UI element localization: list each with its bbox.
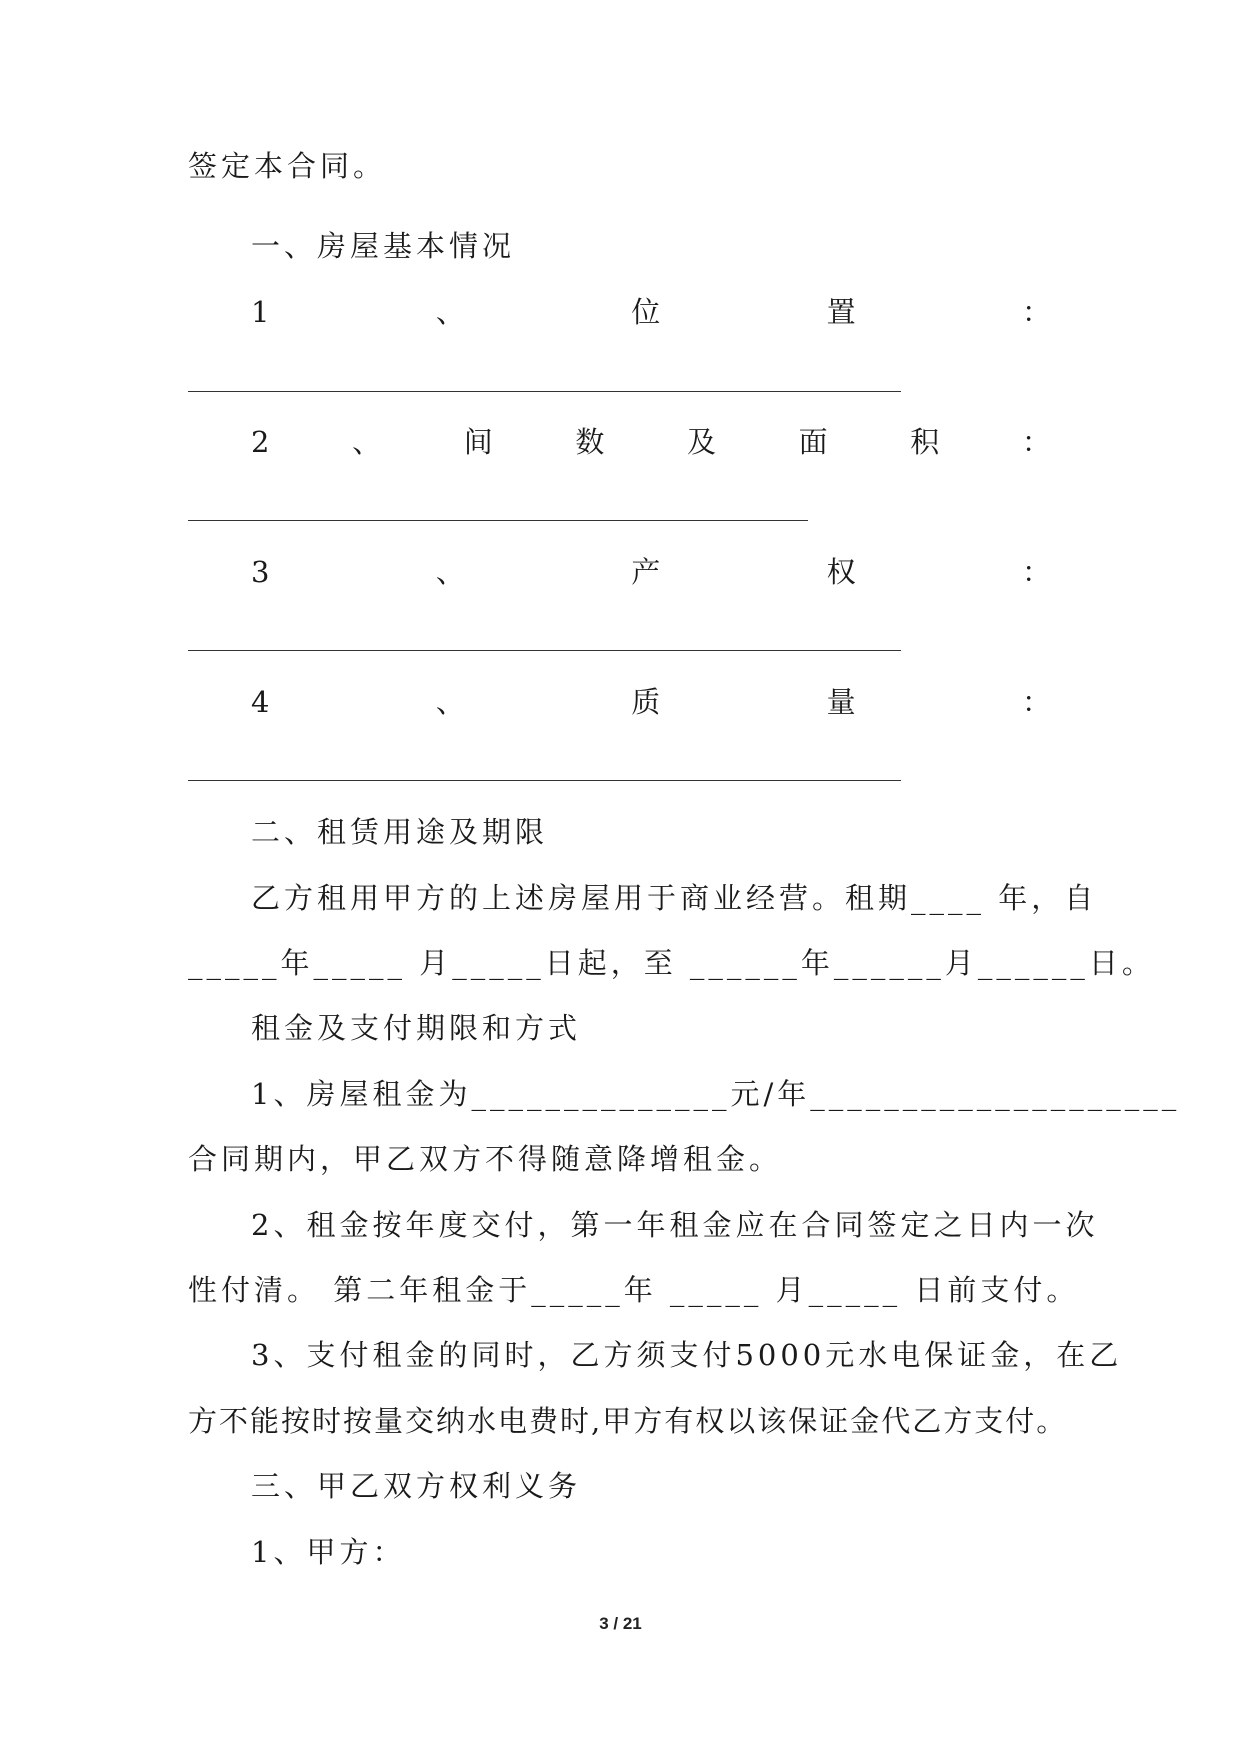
fill-in-blank[interactable] (188, 780, 901, 781)
section-heading: 二、租赁用途及期限 (251, 815, 549, 849)
item-number: 2 (251, 425, 270, 459)
label-char: 产 (631, 555, 661, 589)
text-line: 签定本合同。 (188, 149, 387, 183)
page-number: 3 / 21 (599, 1614, 642, 1633)
label-char: 位 (631, 295, 661, 329)
text-line: 1、房屋租金为______________元/年____________________ (251, 1077, 1181, 1111)
colon: ： (1021, 425, 1051, 459)
text-line: 合同期内，甲乙双方不得随意降增租金。 (188, 1142, 783, 1176)
colon: ： (1021, 685, 1051, 719)
item-2-label (251, 422, 1051, 462)
label-char: 及 (687, 425, 717, 459)
separator: 、 (435, 685, 465, 719)
fill-in-blank[interactable] (188, 391, 901, 392)
item-number: 4 (251, 685, 270, 719)
label-char: 面 (798, 425, 828, 459)
section-heading: 租金及支付期限和方式 (251, 1011, 582, 1045)
label-char: 质 (631, 685, 661, 719)
text-line: 乙方租用甲方的上述房屋用于商业经营。租期____ 年，自 (251, 881, 1098, 915)
colon: ： (1021, 295, 1051, 329)
fill-in-blank[interactable] (188, 520, 808, 521)
label-char: 置 (826, 295, 856, 329)
item-number: 1 (251, 295, 270, 329)
text-line: 1、甲方： (251, 1535, 406, 1569)
text-line: 方不能按时按量交纳水电费时,甲方有权以该保证金代乙方支付。 (188, 1404, 1068, 1438)
text-line: 3、支付租金的同时，乙方须支付5000元水电保证金，在乙 (251, 1338, 1123, 1372)
item-number: 3 (251, 555, 270, 589)
separator: 、 (435, 555, 465, 589)
separator: 、 (435, 295, 465, 329)
label-char: 间 (463, 425, 493, 459)
section-heading: 三、甲乙双方权利义务 (251, 1469, 582, 1503)
colon: ： (1021, 555, 1051, 589)
label-char: 权 (826, 555, 856, 589)
label-char: 数 (575, 425, 605, 459)
separator: 、 (352, 425, 382, 459)
text-line: 性付清。 第二年租金于_____年 _____ 月_____ 日前支付。 (188, 1273, 1080, 1307)
item-4-label (251, 682, 1051, 722)
fill-in-blank[interactable] (188, 650, 901, 651)
item-1-label (251, 292, 1051, 332)
text-line: _____年_____ 月_____日起，至 ______年______月______日。 (188, 946, 1155, 980)
item-3-label (251, 552, 1051, 592)
label-char: 积 (910, 425, 940, 459)
section-heading: 一、房屋基本情况 (251, 229, 516, 263)
text-line: 2、租金按年度交付，第一年租金应在合同签定之日内一次 (251, 1208, 1099, 1242)
label-char: 量 (826, 685, 856, 719)
